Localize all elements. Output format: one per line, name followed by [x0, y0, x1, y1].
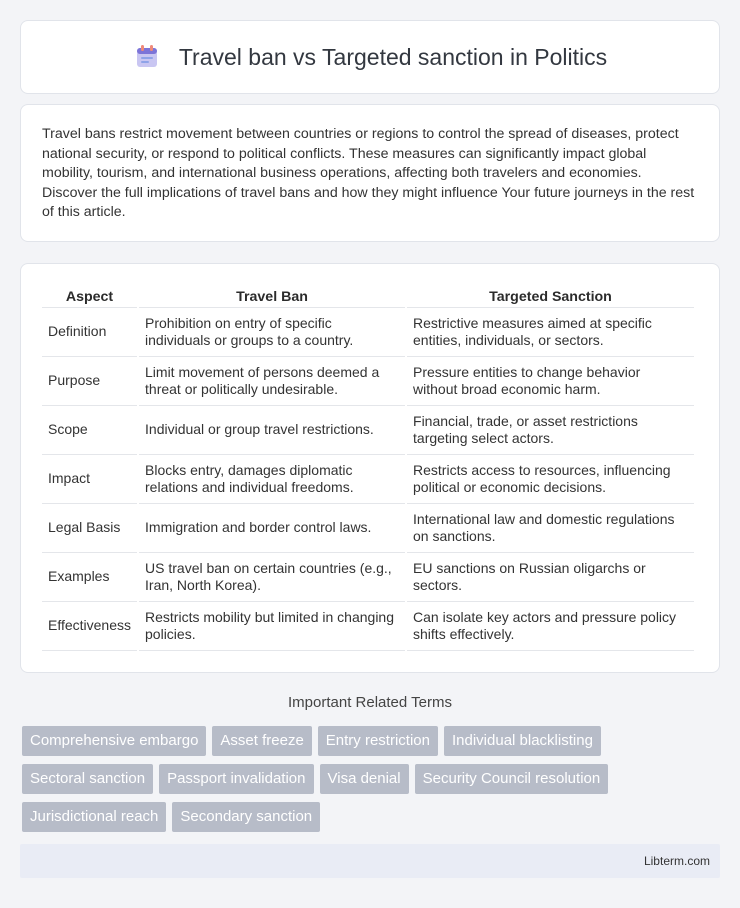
related-term-tag[interactable]: Passport invalidation [159, 764, 313, 794]
travel-ban-cell: US travel ban on certain countries (e.g., Iran, North Korea). [139, 553, 405, 602]
travel-ban-cell: Individual or group travel restrictions. [139, 406, 405, 455]
related-term-tag[interactable]: Sectoral sanction [22, 764, 153, 794]
travel-ban-cell: Restricts mobility but limited in changing policies. [139, 602, 405, 651]
related-term-tag[interactable]: Visa denial [320, 764, 409, 794]
aspect-cell: Effectiveness [42, 602, 137, 651]
travel-ban-cell: Blocks entry, damages diplomatic relations and individual freedoms. [139, 455, 405, 504]
table-row [42, 357, 694, 406]
aspect-cell: Purpose [42, 357, 137, 406]
aspect-cell: Legal Basis [42, 504, 137, 553]
table-row [42, 553, 694, 602]
table-row [42, 406, 694, 455]
related-term-tag[interactable]: Jurisdictional reach [22, 802, 166, 832]
travel-ban-cell: Immigration and border control laws. [139, 504, 405, 553]
related-terms-heading: Important Related Terms [288, 694, 452, 711]
aspect-cell: Scope [42, 406, 137, 455]
aspect-cell: Impact [42, 455, 137, 504]
table-row [42, 308, 694, 357]
comparison-table [40, 284, 696, 651]
related-term-tag[interactable]: Security Council resolution [415, 764, 609, 794]
aspect-cell: Definition [42, 308, 137, 357]
page-title: Travel ban vs Targeted sanction in Politics [178, 43, 608, 70]
related-term-tag[interactable]: Entry restriction [318, 726, 438, 756]
travel-ban-cell: Prohibition on entry of specific individuals or groups to a country. [139, 308, 405, 357]
intro-text: Travel bans restrict movement between countries or regions to control the spread of diseases, protect national security, or respond to political conflicts. These measures can significantly impact global mobility, tourism, and international business operations, affecting both travelers and economies. Discover the full implications of travel bans and how they might influence Your future journeys in the rest of this article. [42, 126, 695, 221]
aspect-cell: Examples [42, 553, 137, 602]
intro-card [20, 104, 720, 242]
related-term-tag[interactable]: Secondary sanction [172, 802, 320, 832]
footer-site-link[interactable]: Libterm.com [643, 854, 710, 868]
targeted-sanction-cell: Can isolate key actors and pressure policy shifts effectively. [407, 602, 694, 651]
targeted-sanction-cell: Financial, trade, or asset restrictions targeting select actors. [407, 406, 694, 455]
related-terms-list [22, 726, 722, 832]
title-card [20, 20, 720, 94]
targeted-sanction-cell: Pressure entities to change behavior without broad economic harm. [407, 357, 694, 406]
travel-ban-cell: Limit movement of persons deemed a threat or politically undesirable. [139, 357, 405, 406]
table-header-row [42, 284, 694, 308]
comparison-table-card [20, 263, 720, 673]
targeted-sanction-cell: International law and domestic regulations on sanctions. [407, 504, 694, 553]
table-row [42, 602, 694, 651]
header-travel-ban: Travel Ban [139, 284, 405, 308]
targeted-sanction-cell: Restricts access to resources, influencing political or economic decisions. [407, 455, 694, 504]
targeted-sanction-cell: EU sanctions on Russian oligarchs or sectors. [407, 553, 694, 602]
header-targeted-sanction: Targeted Sanction [407, 284, 694, 308]
related-term-tag[interactable]: Individual blacklisting [444, 726, 601, 756]
table-row [42, 455, 694, 504]
calendar-icon [133, 43, 161, 71]
table-row [42, 504, 694, 553]
header-aspect: Aspect [42, 284, 137, 308]
footer [20, 844, 720, 878]
related-term-tag[interactable]: Comprehensive embargo [22, 726, 206, 756]
related-term-tag[interactable]: Asset freeze [212, 726, 311, 756]
targeted-sanction-cell: Restrictive measures aimed at specific entities, individuals, or sectors. [407, 308, 694, 357]
